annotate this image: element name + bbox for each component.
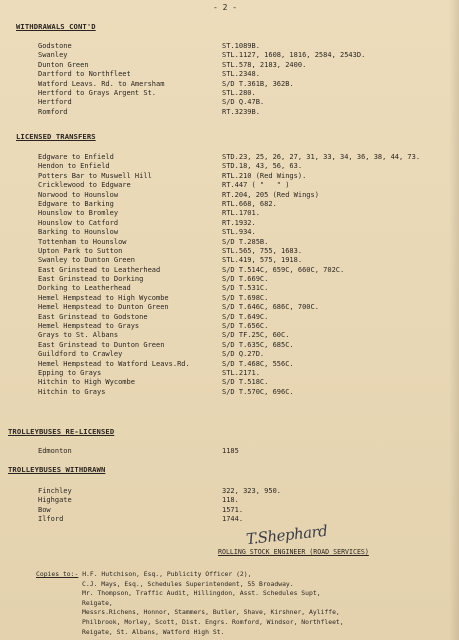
list-item (0, 209, 459, 218)
vehicle-numbers: 118. (222, 496, 239, 505)
copies-line (82, 599, 344, 609)
list-item (0, 61, 459, 70)
vehicle-numbers: ST.1089B. (222, 42, 260, 50)
list-item (0, 108, 459, 117)
withdrawals-list (0, 42, 459, 117)
vehicle-numbers: RTL.210 (Red Wings). (222, 171, 307, 180)
vehicle-numbers: S/D Q.47B. (222, 98, 265, 107)
list-item (0, 70, 459, 79)
route-name: Barking to Hounslow (38, 228, 119, 237)
list-item (0, 388, 459, 397)
list-item (0, 153, 459, 162)
vehicle-numbers: STL.565, 755, 1683. (222, 246, 303, 255)
vehicle-numbers: STL.419, 575, 1918. (222, 256, 303, 265)
list-item (0, 284, 459, 293)
route-name: East Grinstead to Dunton Green (38, 340, 165, 349)
copies-line (36, 570, 298, 580)
list-item (0, 294, 459, 303)
vehicle-numbers: S/D T.669C. (222, 275, 269, 284)
copies-line (82, 580, 344, 590)
vehicle-numbers: STL.2348. (222, 70, 260, 79)
vehicle-numbers: STL.1127, 1608, 1816, 2584, 2543D. (222, 51, 366, 60)
vehicle-numbers: S/D T.531C. (222, 284, 269, 293)
vehicle-numbers: S/D TF.25C, 60C. (222, 331, 290, 340)
route-name: Cricklewood to Edgware (38, 181, 131, 190)
route-name: Hemel Hempstead to Grays (38, 322, 140, 331)
route-name: Bow (38, 505, 51, 514)
vehicle-numbers: STL.934. (222, 228, 256, 237)
route-name: Swanley (38, 51, 68, 60)
list-item (0, 266, 459, 275)
list-item (0, 515, 459, 524)
route-name: East Grinstead to Dorking (38, 275, 144, 284)
route-name: Watford Leavs. Rd. to Amersham (38, 79, 165, 88)
vehicle-numbers: RTL.1701. (222, 209, 260, 218)
route-name: Potters Bar to Muswell Hill (38, 171, 152, 180)
list-item (0, 369, 459, 378)
route-name: Hemel Hempstead to High Wycombe (38, 293, 169, 302)
trolleybuses-relicensed-heading: TROLLEYBUSES RE-LICENSED (8, 427, 115, 436)
list-item (0, 219, 459, 228)
list-item (0, 447, 459, 456)
page-number: - 2 - (213, 3, 238, 12)
route-name: Romford (38, 107, 68, 116)
route-name: East Grinstead to Leatherhead (38, 265, 161, 274)
list-item (0, 506, 459, 515)
list-item (0, 51, 459, 60)
list-item (0, 162, 459, 171)
route-name: Hertford to Grays Argent St. (38, 88, 157, 97)
vehicle-numbers: STD.23, 25, 26, 27, 31, 33, 34, 36, 38, 44, 73. (222, 153, 421, 161)
list-item (0, 172, 459, 181)
vehicle-numbers: S/D T.570C, 696C. (222, 387, 294, 396)
copies-recipient: H.F. Hutchison, Esq., Publicity Officer (2), (82, 570, 252, 578)
licensed-transfers-list (0, 153, 459, 397)
copies-recipient: Reigate, St. Albans, Watford High St. (82, 627, 225, 636)
copies-recipient: Reigate, (82, 598, 113, 607)
vehicle-numbers: RT.1932. (222, 218, 256, 227)
list-item (0, 360, 459, 369)
route-name: Dorking to Leatherhead (38, 284, 131, 293)
route-name: Hitchin to High Wycombe (38, 378, 135, 387)
signatory-title: ROLLING STOCK ENGINEER (ROAD SERVICES) (218, 548, 369, 556)
route-name: Hertford (38, 98, 72, 107)
list-item (0, 313, 459, 322)
route-name: Hendon to Enfield (38, 162, 110, 171)
copies-label: Copies to:- (36, 570, 79, 578)
trolleybuses-withdrawn-heading: TROLLEYBUSES WITHDRAWN (8, 465, 106, 474)
route-name: Hemel Hempstead to Dunton Green (38, 303, 169, 312)
copies-line (82, 608, 344, 618)
route-name: Hounslow to Catford (38, 218, 119, 227)
vehicle-numbers: S/D T.656C. (222, 322, 269, 331)
list-item (0, 238, 459, 247)
list-item (0, 350, 459, 359)
vehicle-numbers: STL.578, 2183, 2400. (222, 60, 307, 69)
copies-to-block (36, 570, 344, 637)
vehicle-numbers: RT.3239B. (222, 107, 260, 116)
list-item (0, 496, 459, 505)
copies-line (82, 628, 344, 638)
list-item (0, 200, 459, 209)
route-name: Upton Park to Sutton (38, 246, 123, 255)
list-item (0, 341, 459, 350)
list-item (0, 247, 459, 256)
paper-edge-shadow (449, 0, 459, 640)
vehicle-numbers: S/D T.468C, 556C. (222, 359, 294, 368)
vehicle-numbers: RTL.668, 682. (222, 199, 277, 208)
list-item (0, 331, 459, 340)
vehicle-numbers: 1185 (222, 447, 239, 455)
list-item (0, 181, 459, 190)
route-name: Hemel Hempstead to Watford Leavs.Rd. (38, 359, 190, 368)
list-item (0, 80, 459, 89)
route-name: Hitchin to Grays (38, 387, 106, 396)
copies-recipient: Messrs.Richens, Honnor, Stammers, Butler, Shave, Kirshner, Ayliffe, (82, 608, 340, 617)
vehicle-numbers: STL.280. (222, 88, 256, 97)
list-item (0, 89, 459, 98)
vehicle-numbers: S/D T.285B. (222, 237, 269, 246)
route-name: Tottenham to Hounslow (38, 237, 127, 246)
vehicle-numbers: S/D Q.27D. (222, 350, 265, 359)
handwritten-signature: T.Shephard (245, 521, 329, 549)
licensed-transfers-heading: LICENSED TRANSFERS (16, 132, 96, 141)
vehicle-numbers: S/D T.649C. (222, 312, 269, 321)
vehicle-numbers: 1744. (222, 515, 244, 524)
vehicle-numbers: S/D T.518C. (222, 378, 269, 387)
vehicle-numbers: S/D T.361B, 362B. (222, 79, 294, 88)
list-item (0, 191, 459, 200)
list-item (0, 378, 459, 387)
list-item (0, 98, 459, 107)
copies-recipient: Mr. Thompson, Traffic Audit, Hillingdon, Asst. Schedules Supt, (82, 589, 321, 598)
list-item (0, 303, 459, 312)
vehicle-numbers: S/D T.646C, 686C, 700C. (222, 303, 319, 312)
vehicle-numbers: S/D T.514C, 659C, 660C, 702C. (222, 265, 345, 274)
route-name: Grays to St. Albans (38, 331, 119, 340)
route-name: Dartford to Northfleet (38, 70, 131, 79)
route-name: Hounslow to Bromley (38, 209, 119, 218)
vehicle-numbers: RT.447 ( " " ) (222, 181, 290, 190)
route-name: Epping to Grays (38, 368, 102, 377)
vehicle-numbers: S/D T.635C, 685C. (222, 340, 294, 349)
vehicle-numbers: RT.204, 205 (Red Wings) (222, 190, 319, 199)
vehicle-numbers: 322, 323, 950. (222, 487, 282, 495)
trolleybuses-relicensed-list (0, 447, 459, 456)
trolleybuses-withdrawn-list (0, 487, 459, 525)
route-name: Edgware to Barking (38, 199, 114, 208)
route-name: Edgware to Enfield (38, 153, 114, 161)
route-name: Norwood to Hounslow (38, 190, 119, 199)
vehicle-numbers: STL.2171. (222, 368, 260, 377)
route-name: Dunton Green (38, 60, 89, 69)
vehicle-numbers: STD.18, 43, 56, 63. (222, 162, 303, 171)
route-name: Swanley to Dunton Green (38, 256, 135, 265)
vehicle-numbers: 1571. (222, 505, 244, 514)
list-item (0, 322, 459, 331)
copies-recipient: C.J. Mays, Esq., Schedules Superintendent, 55 Broadway. (82, 579, 294, 588)
list-item (0, 256, 459, 265)
route-name: East Grinstead to Godstone (38, 312, 148, 321)
route-name: Edmonton (38, 447, 72, 455)
route-name: Finchley (38, 487, 72, 495)
copies-recipient: Philbrook, Morley, Scott, Dist. Engrs. Romford, Windsor, Northfleet, (82, 617, 344, 626)
route-name: Godstone (38, 42, 72, 50)
list-item (0, 228, 459, 237)
list-item (0, 42, 459, 51)
route-name: Highgate (38, 496, 72, 505)
withdrawals-heading: WITHDRAWALS CONT'D (16, 22, 96, 31)
route-name: Ilford (38, 515, 64, 524)
copies-line (82, 618, 344, 628)
list-item (0, 275, 459, 284)
copies-line (82, 589, 344, 599)
vehicle-numbers: S/D T.698C. (222, 293, 269, 302)
list-item (0, 487, 459, 496)
route-name: Guildford to Crawley (38, 350, 123, 359)
